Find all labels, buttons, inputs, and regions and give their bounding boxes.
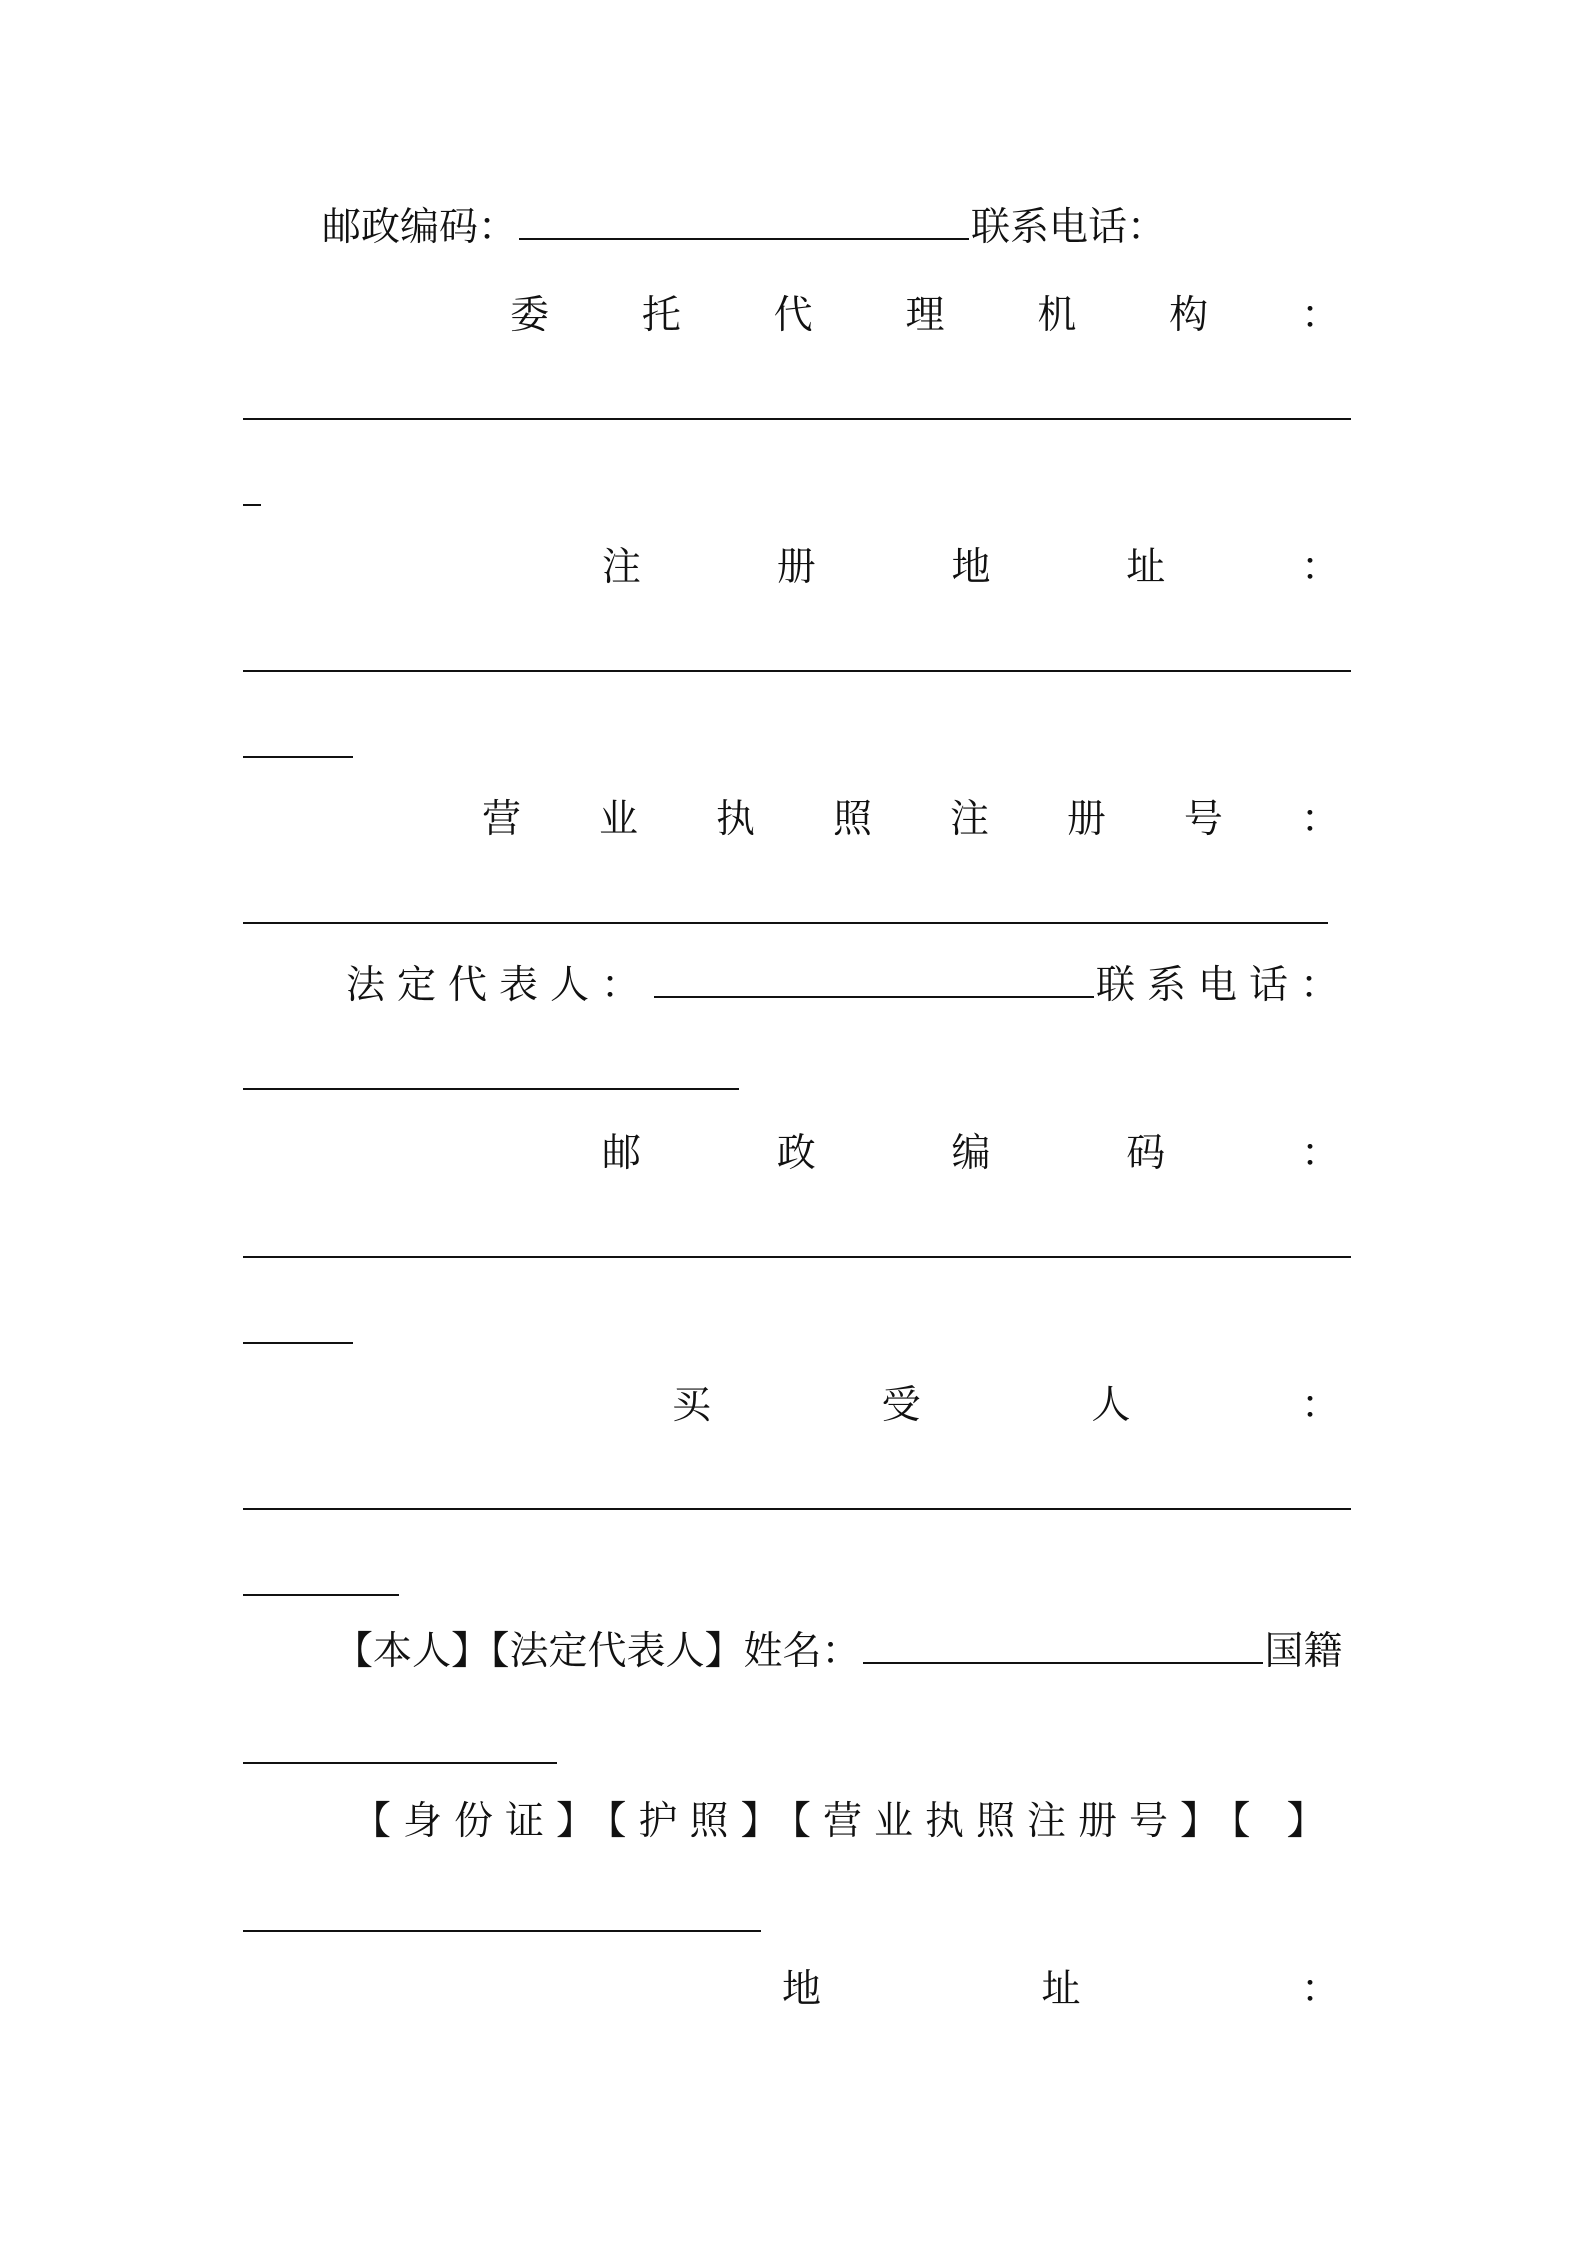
postcode-char: 码: [1126, 1131, 1166, 1176]
postcode-blank-2[interactable]: [243, 1256, 1351, 1258]
license-label-line: [482, 797, 1340, 846]
postcode-char: 编: [951, 1131, 991, 1176]
reg-address-blank[interactable]: [243, 670, 1351, 672]
buyer-char: ：: [1300, 1383, 1340, 1428]
license-char: 册: [1066, 797, 1106, 842]
buyer-char: 受: [881, 1383, 921, 1428]
address-char: ：: [1300, 1967, 1340, 2012]
buyer-label-line: [672, 1383, 1340, 1432]
person-name-blank[interactable]: [863, 1662, 1263, 1664]
agency-blank-cont[interactable]: [243, 504, 261, 506]
license-blank[interactable]: [243, 922, 1328, 924]
nationality-label: 国籍: [1264, 1629, 1343, 1674]
person-line: [334, 1629, 1343, 1678]
license-char: 照: [832, 797, 872, 842]
postcode-char: 政: [776, 1131, 816, 1176]
reg-address-blank-cont[interactable]: [243, 756, 353, 758]
postcode-label: 邮政编码：: [322, 205, 518, 250]
license-char: 执: [715, 797, 755, 842]
buyer-blank-cont[interactable]: [243, 1594, 399, 1596]
legal-rep-line: [346, 963, 1352, 1012]
postcode-blank-2-cont[interactable]: [243, 1342, 353, 1344]
license-char: 营: [482, 797, 522, 842]
person-label: 【本人】【法定代表人】姓名：: [334, 1629, 861, 1674]
reg-address-char: 注: [602, 545, 642, 590]
agency-blank[interactable]: [243, 418, 1351, 420]
postcode-phone-line: [322, 205, 1167, 254]
reg-address-char: 址: [1126, 545, 1166, 590]
address-label-line: [782, 1967, 1340, 2016]
agency-char: 理: [905, 293, 945, 338]
postcode-blank[interactable]: [519, 238, 969, 240]
reg-address-char: ：: [1300, 545, 1340, 590]
id-type-close: 】: [1286, 1799, 1338, 1844]
agency-char: 构: [1169, 293, 1209, 338]
license-char: 注: [949, 797, 989, 842]
agency-char: 机: [1037, 293, 1077, 338]
postcode-label-line: [602, 1131, 1340, 1180]
id-number-blank[interactable]: [243, 1930, 761, 1932]
address-char: 址: [1041, 1967, 1081, 2012]
legal-rep-phone-label: 联系电话：: [1096, 963, 1352, 1008]
address-char: 地: [782, 1967, 822, 2012]
license-char: 业: [598, 797, 638, 842]
legal-rep-phone-blank[interactable]: [243, 1088, 739, 1090]
phone-label: 联系电话：: [971, 205, 1167, 250]
legal-rep-label: 法定代表人：: [346, 963, 653, 1008]
agency-char: ：: [1300, 293, 1340, 338]
reg-address-char: 册: [776, 545, 816, 590]
buyer-char: 人: [1091, 1383, 1131, 1428]
postcode-char: ：: [1300, 1131, 1340, 1176]
id-type-label: 【身份证】【护照】【营业执照注册号】【: [352, 1799, 1263, 1844]
postcode-char: 邮: [602, 1131, 642, 1176]
nationality-blank[interactable]: [243, 1762, 557, 1764]
agency-char: 托: [641, 293, 681, 338]
license-char: 号: [1183, 797, 1223, 842]
agency-label-line: [510, 293, 1340, 342]
reg-address-char: 地: [951, 545, 991, 590]
id-type-line: [352, 1799, 1338, 1848]
buyer-char: 买: [672, 1383, 712, 1428]
agency-char: 代: [773, 293, 813, 338]
buyer-blank[interactable]: [243, 1508, 1351, 1510]
agency-char: 委: [510, 293, 550, 338]
reg-address-label-line: [602, 545, 1340, 594]
legal-rep-blank[interactable]: [654, 996, 1094, 998]
license-char: ：: [1300, 797, 1340, 842]
